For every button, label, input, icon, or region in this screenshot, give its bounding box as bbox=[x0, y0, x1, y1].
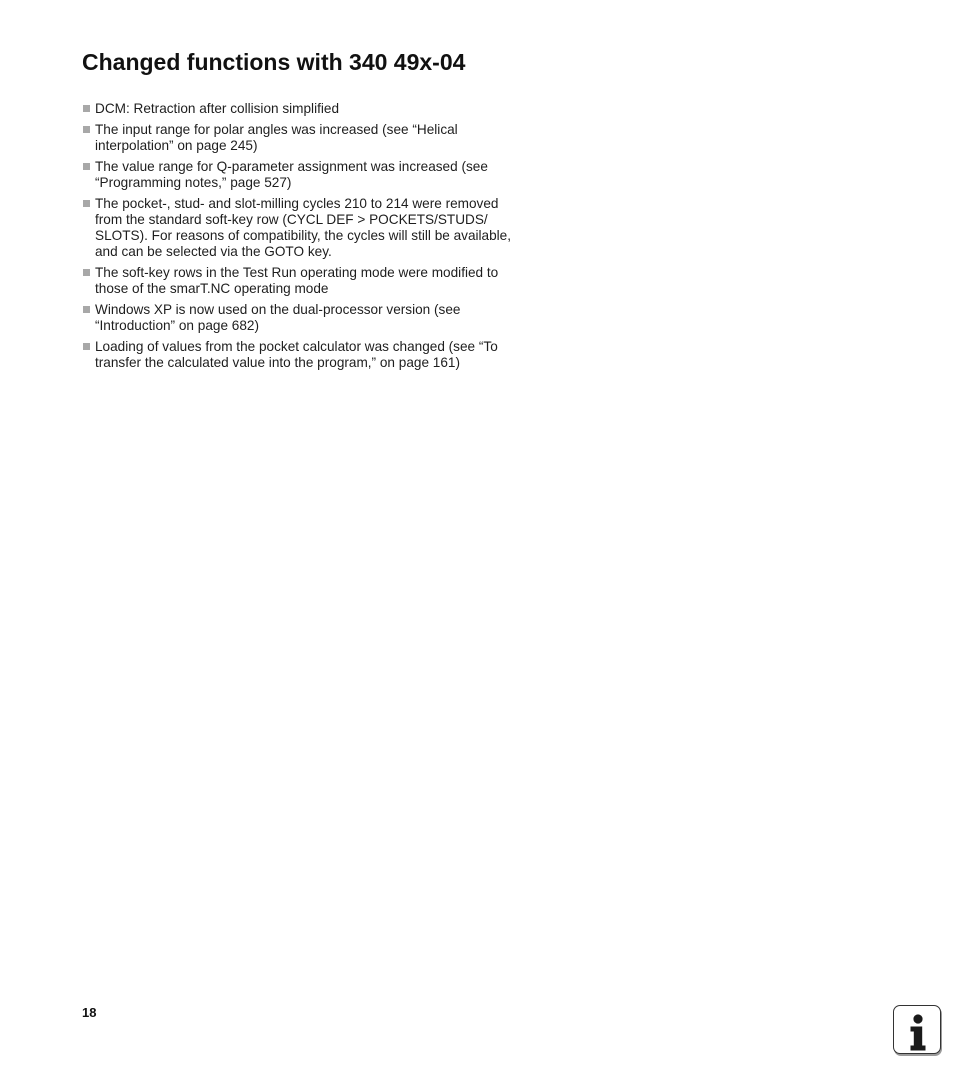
square-bullet-icon bbox=[83, 105, 90, 112]
page-number: 18 bbox=[82, 1005, 97, 1020]
bullet-list bbox=[82, 101, 528, 376]
list-item bbox=[82, 196, 528, 260]
page-title: Changed functions with 340 49x-04 bbox=[82, 49, 466, 75]
list-item bbox=[82, 265, 528, 297]
list-item-text: The pocket-, stud- and slot-milling cycles 210 to 214 were removed from the standard soft-key row (CYCL DEF > POCKETS/STUDS/ SLOTS). For reasons of compatibility, the cycles will still be available, and can be selected via the GOTO key. bbox=[95, 196, 512, 259]
info-icon bbox=[893, 1005, 941, 1054]
square-bullet-icon bbox=[83, 343, 90, 350]
square-bullet-icon bbox=[83, 126, 90, 133]
list-item bbox=[82, 302, 528, 334]
square-bullet-icon bbox=[83, 306, 90, 313]
square-bullet-icon bbox=[83, 200, 90, 207]
list-item-text: Loading of values from the pocket calculator was changed (see “To transfer the calculated value into the program,” on page 161) bbox=[95, 339, 498, 370]
list-item-text: The value range for Q-parameter assignment was increased (see “Programming notes,” page 527) bbox=[95, 159, 488, 190]
list-item bbox=[82, 101, 528, 117]
list-item bbox=[82, 339, 528, 371]
info-glyph bbox=[894, 1006, 942, 1055]
list-item-text: The input range for polar angles was increased (see “Helical interpolation” on page 245) bbox=[95, 122, 458, 153]
list-item bbox=[82, 159, 528, 191]
list-item-text: The soft-key rows in the Test Run operating mode were modified to those of the smarT.NC operating mode bbox=[95, 265, 499, 296]
square-bullet-icon bbox=[83, 163, 90, 170]
list-item bbox=[82, 122, 528, 154]
square-bullet-icon bbox=[83, 269, 90, 276]
list-item-text: Windows XP is now used on the dual-processor version (see “Introduction” on page 682) bbox=[95, 302, 461, 333]
list-item-text: DCM: Retraction after collision simplified bbox=[95, 101, 340, 116]
